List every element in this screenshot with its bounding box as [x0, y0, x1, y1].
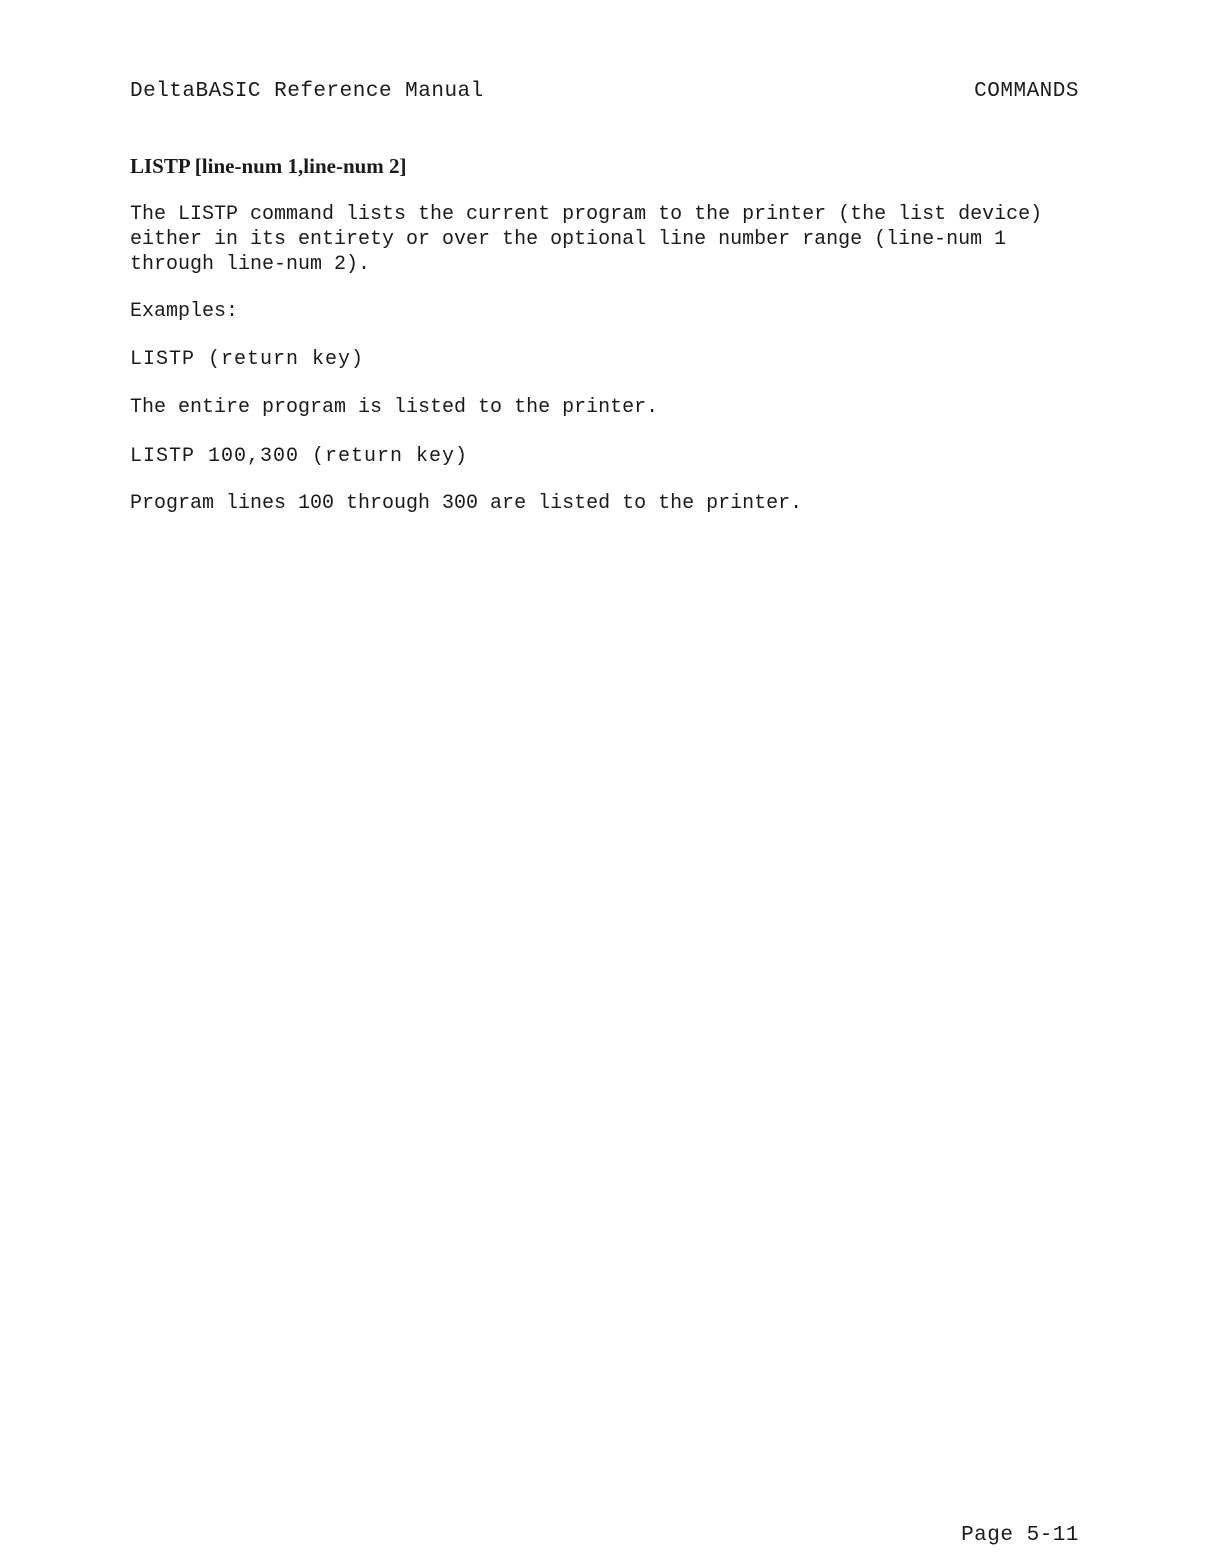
example-2-description: Program lines 100 through 300 are listed to the printer. [130, 492, 803, 515]
example-2-command: LISTP 100,300 (return key) [130, 445, 469, 468]
description-line-2: either in its entirety or over the optional line number range (line-num 1 [130, 228, 1007, 251]
example-1-command: LISTP (return key) [130, 348, 365, 371]
description-line-3: through line-num 2). [130, 253, 371, 276]
examples-label: Examples: [130, 300, 239, 323]
description-line-1: The LISTP command lists the current program to the printer (the list device) [130, 203, 1043, 226]
running-header-chapter: COMMANDS [974, 80, 1079, 103]
command-heading: LISTP [line-num 1,line-num 2] [130, 154, 407, 178]
page-number: Page 5-11 [961, 1524, 1079, 1547]
running-header-title: DeltaBASIC Reference Manual [130, 80, 484, 103]
example-1-description: The entire program is listed to the printer. [130, 396, 659, 419]
